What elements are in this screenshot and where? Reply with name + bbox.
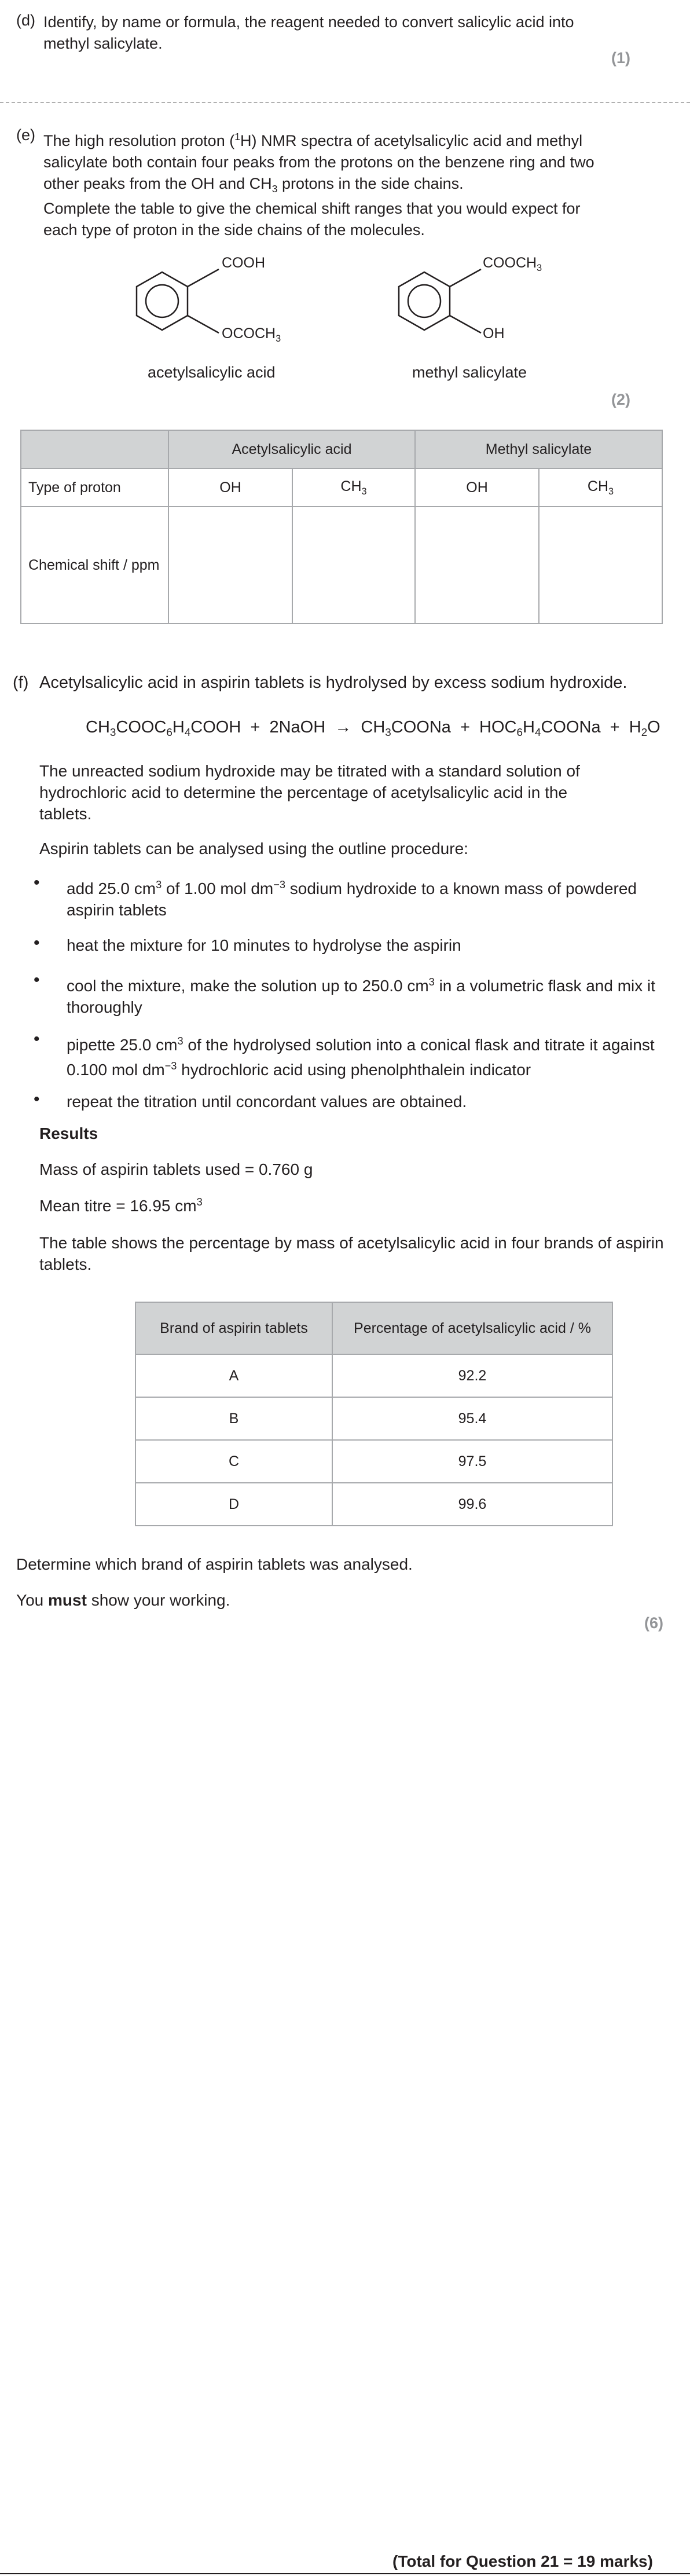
part-f-marks: (6) (644, 1614, 663, 1632)
struct1-cooh: COOH (222, 255, 265, 271)
brand-cell: A (135, 1354, 332, 1397)
bullet: • (34, 1090, 40, 1109)
bond-bottom (188, 316, 219, 333)
cell-ch3-1: $CH_3$ (292, 468, 415, 507)
step-pipette: pipette 25.0 $cm^3$ of the hydrolysed solution into a conical flask and titrate it against 0.100 mol $dm^{-3}$ hydrochloric acid using phenolphthalein indicator (67, 1035, 655, 1079)
brand-cell: D (135, 1483, 332, 1526)
part-e-marks: (2) (611, 391, 630, 408)
step-add: add 25.0 $cm^3$ of 1.00 mol $dm^{-3}$ sodium hydroxide to a known mass of powdered aspirin tablets (67, 879, 637, 919)
part-e-label: (e) (16, 126, 35, 144)
table-row (135, 1354, 612, 1397)
aromatic-circle (408, 285, 441, 317)
struct2-cooch3: $COOCH_3$ (483, 255, 542, 273)
part-f-intro: Acetylsalicylic acid in aspirin tablets is hydrolysed by excess sodium hydroxide. (39, 673, 627, 692)
divider (0, 102, 690, 103)
bottom-rule (0, 2573, 690, 2574)
results-heading: Results (39, 1124, 98, 1142)
step-repeat: repeat the titration until concordant values are obtained. (67, 1093, 467, 1111)
step-heat: heat the mixture for 10 minutes to hydrolyse the aspirin (67, 936, 461, 954)
col-methyl-salicylate: Methyl salicylate (415, 430, 662, 468)
nmr-table (20, 430, 663, 624)
part-d-question: Identify, by name or formula, the reagent needed to convert salicylic acid into methyl salicylate. (43, 13, 574, 52)
answer-space[interactable] (0, 1644, 690, 2548)
col-percentage: Percentage of acetylsalicylic acid / % (332, 1302, 612, 1354)
struct1-ococh3: $OCOCH_3$ (222, 325, 281, 344)
table-corner (21, 430, 168, 468)
table-row (135, 1440, 612, 1483)
bullet: • (34, 873, 40, 892)
struct2-name: methyl salicylate (412, 364, 527, 381)
table-row (135, 1397, 612, 1440)
answer-oh-methyl-salicylate[interactable] (415, 507, 539, 624)
answer-ch3-methyl-salicylate[interactable] (539, 507, 662, 624)
cell-oh-2: OH (415, 468, 539, 507)
table-row (135, 1483, 612, 1526)
working-instruction: You must show your working. (16, 1591, 230, 1609)
table-intro: The table shows the percentage by mass of acetylsalicylic acid in four brands of aspirin tablets. (39, 1234, 664, 1273)
bullet: • (34, 1029, 40, 1049)
part-e-intro: The high resolution proton ($^1$H) NMR spectra of acetylsalicylic acid and methyl salicylate both contain four peaks from the protons on the benzene ring and two other peaks from the OH and $CH_3$ protons in the side chains. (43, 131, 594, 195)
percentage-cell: 95.4 (332, 1397, 612, 1440)
bond-top (188, 269, 219, 287)
hydrolysis-equation: $CH_3COOC_6H_4COOH$ + 2NaOH → $CH_3COONa$ + $HOC_6H_4COONa + H_2O$ (86, 718, 660, 738)
part-f-para2: Aspirin tablets can be analysed using the outline procedure: (39, 840, 468, 858)
brands-table (135, 1302, 613, 1526)
answer-ch3-acetylsalicylic[interactable] (292, 507, 415, 624)
part-d-marks: (1) (611, 49, 630, 67)
bullet: • (34, 933, 40, 952)
mean-titre: Mean titre = 16.95 $cm^3$ (39, 1196, 203, 1215)
brand-cell: C (135, 1440, 332, 1483)
part-f-label: (f) (13, 673, 29, 692)
answer-oh-acetylsalicylic[interactable] (168, 507, 292, 624)
percentage-cell: 97.5 (332, 1440, 612, 1483)
row-type-of-proton: Type of proton (21, 468, 168, 507)
col-brand: Brand of aspirin tablets (135, 1302, 332, 1354)
mass-used: Mass of aspirin tablets used = 0.760 g (39, 1160, 313, 1178)
struct1-name: acetylsalicylic acid (148, 364, 276, 381)
benzene-ring (137, 272, 188, 330)
percentage-cell: 92.2 (332, 1354, 612, 1397)
part-f-para1: The unreacted sodium hydroxide may be titrated with a standard solution of hydrochloric acid to determine the percentage of acetylsalicylic acid in the tablets. (39, 762, 580, 823)
struct2-oh: OH (483, 325, 505, 342)
part-e-instruction: Complete the table to give the chemical shift ranges that you would expect for each type of proton in the side chains of the molecules. (43, 200, 581, 239)
bullet: • (34, 970, 40, 990)
bond-top (450, 269, 481, 287)
bond-bottom (450, 316, 481, 333)
percentage-cell: 99.6 (332, 1483, 612, 1526)
aromatic-circle (146, 285, 178, 317)
benzene-ring (399, 272, 450, 330)
cell-ch3-2: $CH_3$ (539, 468, 662, 507)
determine-instruction: Determine which brand of aspirin tablets was analysed. (16, 1555, 413, 1573)
step-cool: cool the mixture, make the solution up to 250.0 $cm^3$ in a volumetric flask and mix it thoroughly (67, 976, 656, 1016)
row-chemical-shift: Chemical shift / ppm (21, 507, 168, 624)
col-acetylsalicylic: Acetylsalicylic acid (168, 430, 415, 468)
cell-oh-1: OH (168, 468, 292, 507)
part-d-label: (d) (16, 12, 35, 29)
question-total: (Total for Question 21 = 19 marks) (392, 2552, 653, 2570)
brand-cell: B (135, 1397, 332, 1440)
